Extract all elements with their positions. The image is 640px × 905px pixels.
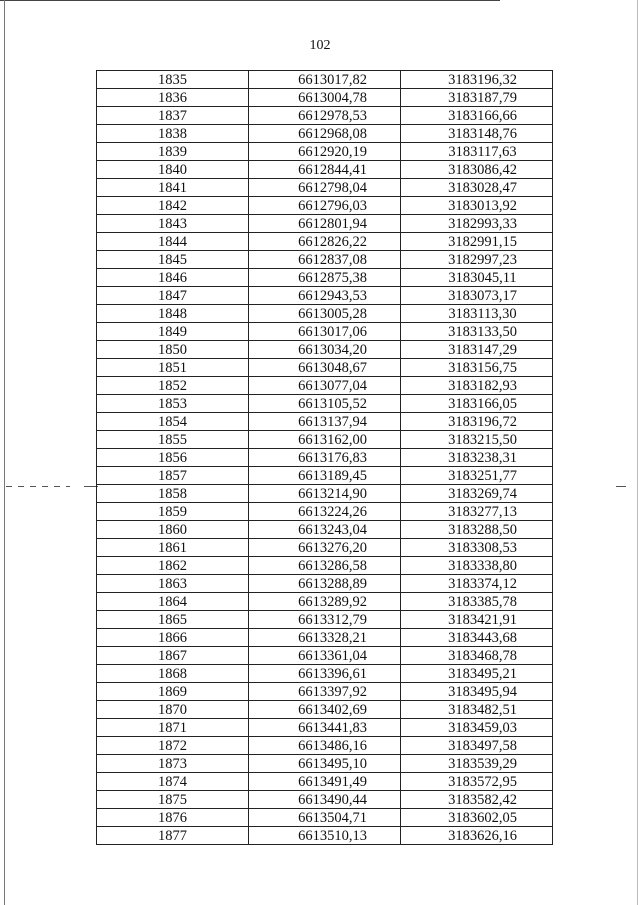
scan-edge-left (4, 0, 5, 905)
point-number-cell: 1836 (97, 89, 249, 107)
y-coordinate-cell: 3183238,31 (401, 449, 553, 467)
table-row (97, 287, 553, 305)
table-row (97, 791, 553, 809)
x-coordinate-cell: 6613017,82 (249, 71, 401, 89)
table-row (97, 485, 553, 503)
table-row (97, 323, 553, 341)
table-row (97, 683, 553, 701)
point-number-cell: 1872 (97, 737, 249, 755)
coordinates-table (96, 70, 553, 845)
table-row (97, 215, 553, 233)
y-coordinate-cell: 3183539,29 (401, 755, 553, 773)
y-coordinate-cell: 3183497,58 (401, 737, 553, 755)
x-coordinate-cell: 6613504,71 (249, 809, 401, 827)
point-number-cell: 1842 (97, 197, 249, 215)
scan-artifact-dash (616, 486, 626, 487)
y-coordinate-cell: 3183166,66 (401, 107, 553, 125)
point-number-cell: 1876 (97, 809, 249, 827)
y-coordinate-cell: 3183148,76 (401, 125, 553, 143)
x-coordinate-cell: 6612844,41 (249, 161, 401, 179)
x-coordinate-cell: 6612801,94 (249, 215, 401, 233)
y-coordinate-cell: 3183338,80 (401, 557, 553, 575)
x-coordinate-cell: 6613224,26 (249, 503, 401, 521)
point-number-cell: 1871 (97, 719, 249, 737)
table-row (97, 827, 553, 845)
x-coordinate-cell: 6613243,04 (249, 521, 401, 539)
point-number-cell: 1861 (97, 539, 249, 557)
y-coordinate-cell: 3183251,77 (401, 467, 553, 485)
point-number-cell: 1845 (97, 251, 249, 269)
point-number-cell: 1856 (97, 449, 249, 467)
y-coordinate-cell: 3182991,15 (401, 233, 553, 251)
x-coordinate-cell: 6612968,08 (249, 125, 401, 143)
point-number-cell: 1863 (97, 575, 249, 593)
table-row (97, 251, 553, 269)
table-row (97, 467, 553, 485)
table-row (97, 197, 553, 215)
table-row (97, 575, 553, 593)
table-row (97, 611, 553, 629)
point-number-cell: 1844 (97, 233, 249, 251)
table-row (97, 755, 553, 773)
x-coordinate-cell: 6613214,90 (249, 485, 401, 503)
point-number-cell: 1850 (97, 341, 249, 359)
point-number-cell: 1847 (97, 287, 249, 305)
y-coordinate-cell: 3183073,17 (401, 287, 553, 305)
x-coordinate-cell: 6613137,94 (249, 413, 401, 431)
point-number-cell: 1837 (97, 107, 249, 125)
table-row (97, 557, 553, 575)
x-coordinate-cell: 6613495,10 (249, 755, 401, 773)
y-coordinate-cell: 3183187,79 (401, 89, 553, 107)
y-coordinate-cell: 3182997,23 (401, 251, 553, 269)
x-coordinate-cell: 6613361,04 (249, 647, 401, 665)
point-number-cell: 1869 (97, 683, 249, 701)
scan-edge-top (0, 0, 500, 1)
x-coordinate-cell: 6613312,79 (249, 611, 401, 629)
point-number-cell: 1854 (97, 413, 249, 431)
table-row (97, 269, 553, 287)
table-row (97, 701, 553, 719)
point-number-cell: 1873 (97, 755, 249, 773)
point-number-cell: 1851 (97, 359, 249, 377)
y-coordinate-cell: 3183602,05 (401, 809, 553, 827)
x-coordinate-cell: 6612875,38 (249, 269, 401, 287)
table-row (97, 395, 553, 413)
y-coordinate-cell: 3183572,95 (401, 773, 553, 791)
y-coordinate-cell: 3183045,11 (401, 269, 553, 287)
table-row (97, 503, 553, 521)
table-row (97, 377, 553, 395)
y-coordinate-cell: 3183582,42 (401, 791, 553, 809)
page-number: 102 (309, 38, 331, 53)
y-coordinate-cell: 3183269,74 (401, 485, 553, 503)
x-coordinate-cell: 6613048,67 (249, 359, 401, 377)
x-coordinate-cell: 6613162,00 (249, 431, 401, 449)
table-row (97, 341, 553, 359)
point-number-cell: 1862 (97, 557, 249, 575)
table-row (97, 89, 553, 107)
x-coordinate-cell: 6613491,49 (249, 773, 401, 791)
x-coordinate-cell: 6613034,20 (249, 341, 401, 359)
table-row (97, 125, 553, 143)
y-coordinate-cell: 3183156,75 (401, 359, 553, 377)
x-coordinate-cell: 6612978,53 (249, 107, 401, 125)
point-number-cell: 1858 (97, 485, 249, 503)
y-coordinate-cell: 3183308,53 (401, 539, 553, 557)
table-row (97, 71, 553, 89)
x-coordinate-cell: 6613286,58 (249, 557, 401, 575)
y-coordinate-cell: 3183468,78 (401, 647, 553, 665)
x-coordinate-cell: 6613004,78 (249, 89, 401, 107)
y-coordinate-cell: 3183086,42 (401, 161, 553, 179)
x-coordinate-cell: 6613017,06 (249, 323, 401, 341)
point-number-cell: 1868 (97, 665, 249, 683)
table-row (97, 809, 553, 827)
table-row (97, 665, 553, 683)
y-coordinate-cell: 3183626,16 (401, 827, 553, 845)
x-coordinate-cell: 6613402,69 (249, 701, 401, 719)
x-coordinate-cell: 6612943,53 (249, 287, 401, 305)
point-number-cell: 1867 (97, 647, 249, 665)
x-coordinate-cell: 6613328,21 (249, 629, 401, 647)
point-number-cell: 1870 (97, 701, 249, 719)
coordinates-table-body (97, 71, 553, 845)
y-coordinate-cell: 3183196,72 (401, 413, 553, 431)
x-coordinate-cell: 6613490,44 (249, 791, 401, 809)
x-coordinate-cell: 6612920,19 (249, 143, 401, 161)
point-number-cell: 1866 (97, 629, 249, 647)
table-row (97, 521, 553, 539)
point-number-cell: 1840 (97, 161, 249, 179)
y-coordinate-cell: 3183421,91 (401, 611, 553, 629)
point-number-cell: 1849 (97, 323, 249, 341)
table-row (97, 413, 553, 431)
y-coordinate-cell: 3183113,30 (401, 305, 553, 323)
table-row (97, 233, 553, 251)
table-row (97, 107, 553, 125)
table-row (97, 629, 553, 647)
x-coordinate-cell: 6612826,22 (249, 233, 401, 251)
point-number-cell: 1846 (97, 269, 249, 287)
x-coordinate-cell: 6613005,28 (249, 305, 401, 323)
point-number-cell: 1852 (97, 377, 249, 395)
y-coordinate-cell: 3183495,21 (401, 665, 553, 683)
point-number-cell: 1875 (97, 791, 249, 809)
y-coordinate-cell: 3183117,63 (401, 143, 553, 161)
x-coordinate-cell: 6613189,45 (249, 467, 401, 485)
point-number-cell: 1835 (97, 71, 249, 89)
x-coordinate-cell: 6613176,83 (249, 449, 401, 467)
point-number-cell: 1841 (97, 179, 249, 197)
point-number-cell: 1839 (97, 143, 249, 161)
y-coordinate-cell: 3183196,32 (401, 71, 553, 89)
y-coordinate-cell: 3182993,33 (401, 215, 553, 233)
y-coordinate-cell: 3183495,94 (401, 683, 553, 701)
x-coordinate-cell: 6613510,13 (249, 827, 401, 845)
point-number-cell: 1838 (97, 125, 249, 143)
y-coordinate-cell: 3183182,93 (401, 377, 553, 395)
point-number-cell: 1853 (97, 395, 249, 413)
table-row (97, 593, 553, 611)
table-row (97, 539, 553, 557)
x-coordinate-cell: 6613396,61 (249, 665, 401, 683)
y-coordinate-cell: 3183374,12 (401, 575, 553, 593)
x-coordinate-cell: 6613105,52 (249, 395, 401, 413)
x-coordinate-cell: 6613441,83 (249, 719, 401, 737)
table-row (97, 179, 553, 197)
y-coordinate-cell: 3183482,51 (401, 701, 553, 719)
point-number-cell: 1843 (97, 215, 249, 233)
x-coordinate-cell: 6612837,08 (249, 251, 401, 269)
y-coordinate-cell: 3183385,78 (401, 593, 553, 611)
x-coordinate-cell: 6613397,92 (249, 683, 401, 701)
table-row (97, 431, 553, 449)
x-coordinate-cell: 6613288,89 (249, 575, 401, 593)
point-number-cell: 1874 (97, 773, 249, 791)
point-number-cell: 1855 (97, 431, 249, 449)
table-row (97, 737, 553, 755)
x-coordinate-cell: 6613077,04 (249, 377, 401, 395)
y-coordinate-cell: 3183443,68 (401, 629, 553, 647)
y-coordinate-cell: 3183013,92 (401, 197, 553, 215)
point-number-cell: 1857 (97, 467, 249, 485)
table-row (97, 143, 553, 161)
y-coordinate-cell: 3183147,29 (401, 341, 553, 359)
table-row (97, 305, 553, 323)
y-coordinate-cell: 3183288,50 (401, 521, 553, 539)
point-number-cell: 1859 (97, 503, 249, 521)
table-row (97, 773, 553, 791)
x-coordinate-cell: 6613486,16 (249, 737, 401, 755)
x-coordinate-cell: 6612798,04 (249, 179, 401, 197)
table-row (97, 449, 553, 467)
y-coordinate-cell: 3183166,05 (401, 395, 553, 413)
y-coordinate-cell: 3183133,50 (401, 323, 553, 341)
point-number-cell: 1848 (97, 305, 249, 323)
y-coordinate-cell: 3183215,50 (401, 431, 553, 449)
x-coordinate-cell: 6613276,20 (249, 539, 401, 557)
table-row (97, 719, 553, 737)
scan-edge-right (637, 0, 638, 905)
y-coordinate-cell: 3183459,03 (401, 719, 553, 737)
table-row (97, 359, 553, 377)
y-coordinate-cell: 3183028,47 (401, 179, 553, 197)
table-row (97, 161, 553, 179)
x-coordinate-cell: 6613289,92 (249, 593, 401, 611)
point-number-cell: 1860 (97, 521, 249, 539)
point-number-cell: 1865 (97, 611, 249, 629)
y-coordinate-cell: 3183277,13 (401, 503, 553, 521)
x-coordinate-cell: 6612796,03 (249, 197, 401, 215)
point-number-cell: 1877 (97, 827, 249, 845)
scan-artifact-dash (6, 486, 70, 487)
table-row (97, 647, 553, 665)
point-number-cell: 1864 (97, 593, 249, 611)
